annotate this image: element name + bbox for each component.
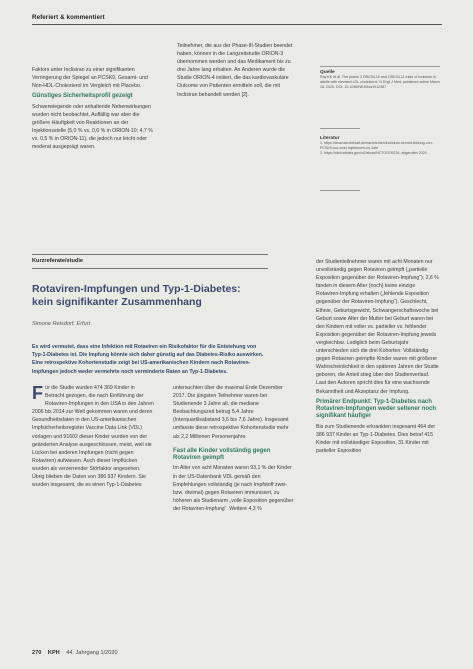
top-col1-body: Schwerwiegende oder anhaltende Nebenwirkungen wurden nicht beobachtet. Auffällig war aber die größere Häufigkeit von Reaktionen an der Injektionsstelle (5,0 % vs. 0,6 % in ORION-10; 4,7 % vs. 0,5 % in ORION-11), die jedoch nur leicht oder moderat ausgeprägt waren. [32, 103, 153, 151]
running-header: Referiert & kommentiert [32, 14, 105, 21]
article-col2-body: untersuchten über die maximal Ende Dezember 2017. Die jüngsten Teilnehmer waren bei Studienende 3 Jahre alt, die mediane Beobachtungszeit betrug 5,4 Jahre (Interquartilsabstand 3,6 bis 7,6 Jahre). Insgesamt umfasste diese retrospektive Kohortenstudie mehr als 2,2 Millionen Personenjahre. [173, 385, 289, 440]
section-label: Kurzreferate/studie [32, 258, 83, 264]
journal-issue: 44. Jahrgang 1/2020 [66, 650, 118, 656]
section-rule-2 [32, 268, 268, 269]
literature-item-2: 2. https://clinicaltrials.gov/ct2/show/NCT03705234, abgerufen 2020 [320, 151, 427, 156]
literature-item-1: 1. https://www.aerzteblatt.de/nachrichten/inclisiran-hemmt-bildung-von-PCSK9-nur-zwei-Injektionen-im-Jahr [320, 141, 433, 151]
journal-name: KPH [47, 650, 60, 656]
literature-box [320, 136, 440, 157]
article-col3-heading: Primärer Endpunkt: Typ-1-Diabetes nach Rotaviren-Impfungen weder seltener noch signifikant häufiger [316, 398, 437, 420]
literature-rule-bottom [320, 190, 360, 191]
page-number: 270 [32, 650, 42, 656]
top-col2-body: Teilnehmer, die aus der Phase-III-Studien beendet haben, können in die Langzeitstudie ORION-3 übernommen werden und das Medikament bis zu drei Jahre lang erhalten. An Anderen wurde die Studie ORION-4 initiiert, die das kardiovaskuläre Outcome von Patienten ermitteln soll, die mit Inclisiran behandelt werden [2]. [177, 43, 293, 98]
source-heading: Quelle [320, 70, 335, 75]
top-col1-intro: Faktors unter Inclisiran zu einer signifikanten Verringerung der Spiegel an PCSK9, Gesamt- und Non-HDL-Cholesterol im Vergleich mit Placebo. [32, 67, 148, 90]
source-rule-bottom [320, 128, 360, 129]
article-col3-body: der Studienteilnehmer waren mit acht Monaten nur unvollständig gegen Rotaviren geimpft („partielle Exposition gegenüber der Rotaviren-Impfung“); 2,6 % fanden in diesem Alter (noch) keine einzige Rotaviren-Impfung erhalten („fehlende Exposition gegenüber der Rotaviren-Impfung“). Geschlecht, Ethnie, Geburtsgewicht, Schwangerschaftswoche bei Geburt sowie Alter der Mutter bei Geburt waren bei den Kindern mit voller vs. partieller vs. fehlender Exposition gegenüber der Rotaviren-Impfung jeweils vergleichbar. Lediglich beim Geburtsjahr unterschieden sich die drei Kohorten: Vollständig gegen Rotaviren geimpfte Kinder waren mit größerer Wahrscheinlichkeit in den späteren Jahren der Studie geboren, die Anteil stieg über den Studienverlauf. Laut den Autoren spricht dies für eine wachsende Bekanntheit und Akzeptanz der Impfung. [316, 259, 439, 395]
article-column-2 [173, 384, 295, 513]
article-col2-heading: Fast alle Kinder vollständig gegen Rotaviren geimpft [173, 447, 271, 462]
article-col2-body2: Im Alter von acht Monaten waren 93,1 % der Kinder in der US-Datenbank VDL gemäß den Empfehlungen vollständig (je nach Impfstoff zwei- bzw. dreimal) gegen Rotaviren immunisiert, zu höheren als Studienarm „volle Exposition gegenüber der Rotaviren-Impfung“. Weitere 4,3 % [173, 465, 294, 512]
article-author: Simone Reisdorf, Erfurt [32, 321, 91, 327]
article-column-3 [316, 258, 440, 455]
source-box [320, 70, 440, 91]
literature-heading: Literatur [320, 136, 340, 141]
header-rule [32, 24, 442, 25]
top-column-2 [177, 42, 299, 99]
top-column-1 [32, 66, 154, 151]
article-column-1 [32, 384, 154, 489]
source-text: Ray KK et al. The phase 3 ORION-10 and ORION-11 trials of inclisiran in adults with elevated LDL cholesterol. N Engl J Med. published online March 18, 2020. DOI: 10.1056/NEJMoa1912387 [320, 75, 440, 90]
drop-cap: F [32, 383, 43, 403]
article-lead: Es wird vermutet, dass eine Infektion mit Rotaviren ein Risikofaktor für die Entstehung von Typ-1-Diabetes ist. Die Impfung könnte sich daher günstig auf das Diabetes-Risiko auswirken. Eine retrospektive Kohortenstudie zeigt bei US-amerikanischen Kindern nach Rotaviren-Impfungen jedoch weder vermehrte noch verminderte Raten an Typ-1-Diabetes. [32, 344, 264, 375]
top-col1-heading: Günstiges Sicherheitsprofil gezeigt [32, 93, 133, 100]
section-rule [32, 254, 268, 255]
source-rule-top [320, 66, 440, 67]
page-footer [32, 650, 118, 656]
article-col3-body2: Bis zum Studienende erkrankten insgesamt 464 der 386 937 Kinder an Typ-1-Diabetes. Dies betraf 415 Kinder mit vollständiger Exposition, 31 Kinder mit partieller Exposition [316, 423, 436, 455]
article-title: Rotaviren-Impfungen und Typ-1-Diabetes: kein signifikanter Zusammenhang [32, 283, 241, 308]
article-col1-body: ür die Studie wurden 474 369 Kinder in Betracht gezogen, die nach Einführung der Rotaviren-Impfungen in den USA in den Jahren 2006 bis 2014 zur Welt gekommen waren und deren Gesundheitsdaten in den US-amerikanischen Impfsicherheitsregister Vaccine Data Link (VDL) vorlagen und 91602 dieser Kinder wurden von der geänderten Analyse ausgeschlossen, meist, weil sie Lücken bei anderen Impfungen (nicht gegen Rotaviren) aufwiesen. Auch dieser Impflücken wurden als verzerrender Störfaktor angesehen. Übrig blieben die Daten von 386 937 Kindern. Sie wurden insgesamt, die es einen Typ-1-Diabetes [32, 385, 154, 489]
